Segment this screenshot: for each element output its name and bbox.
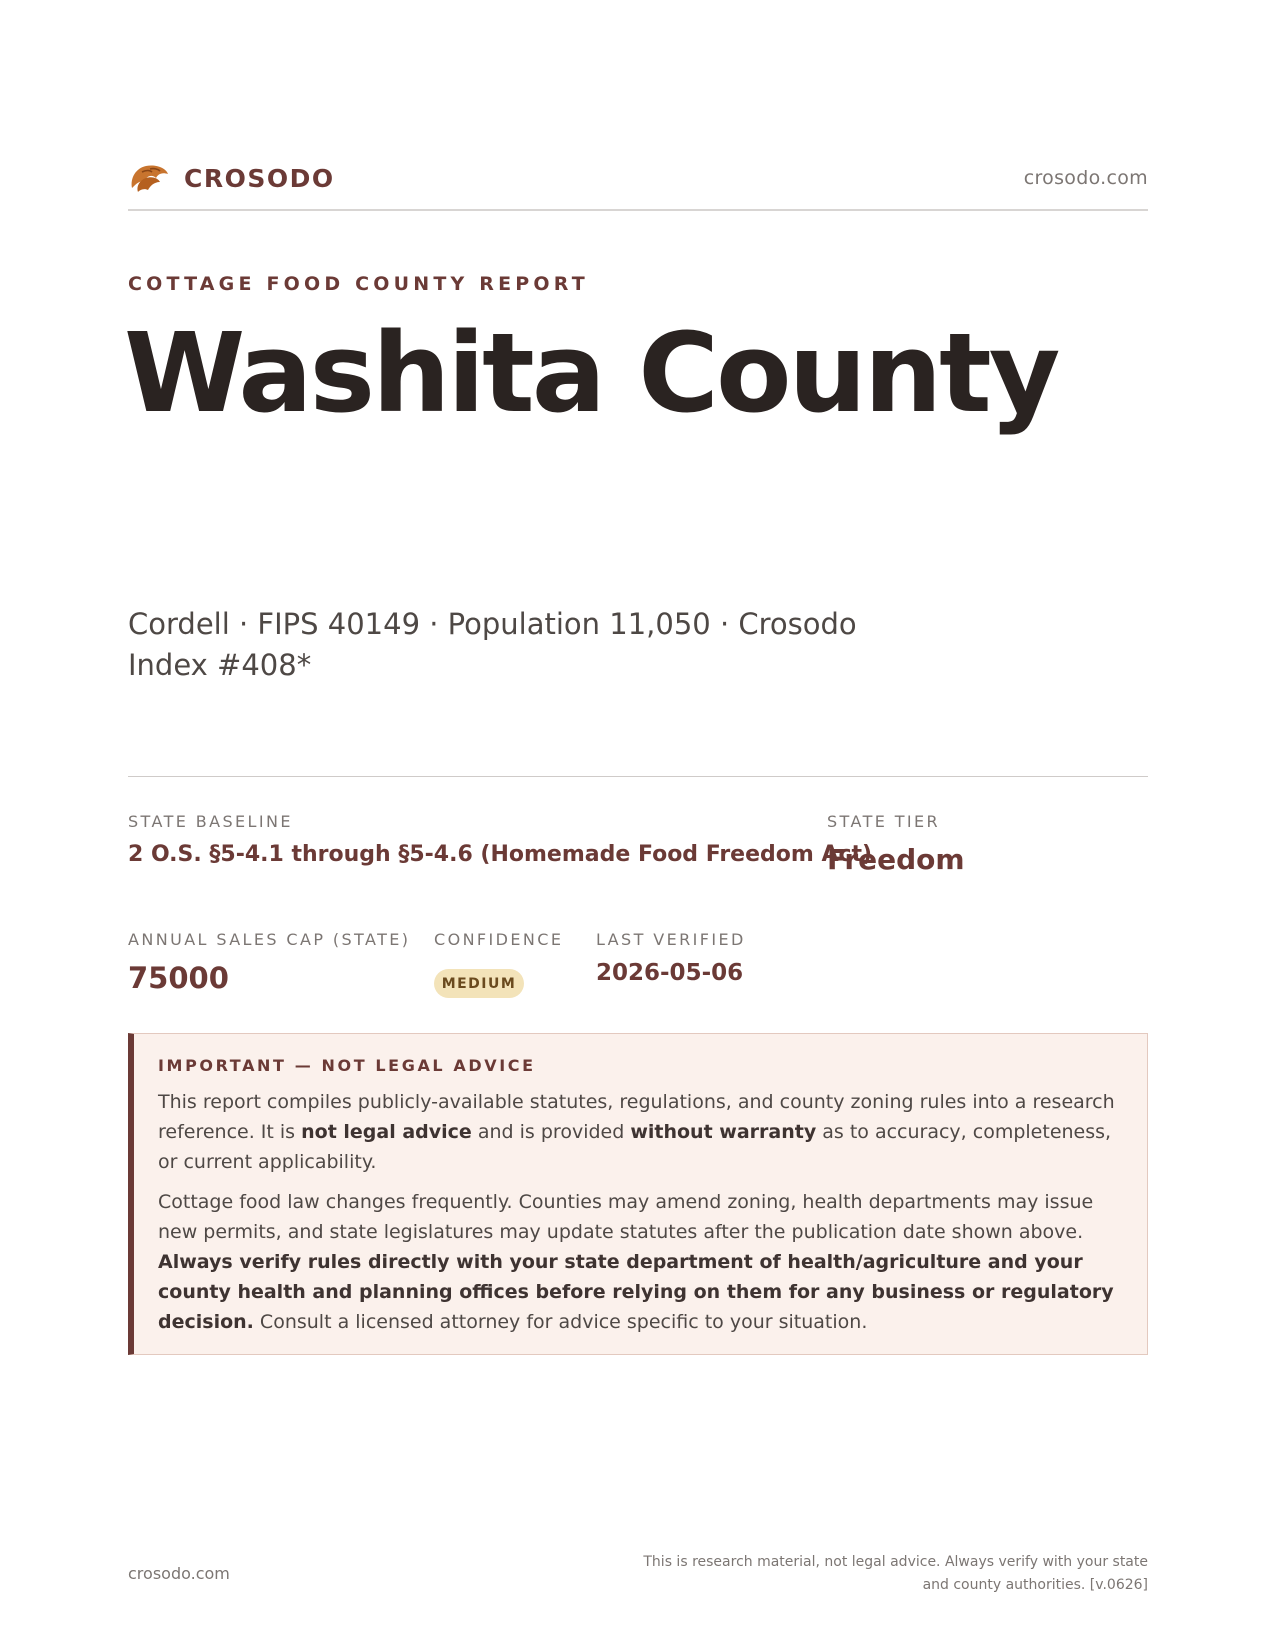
disclaimer-emphasis: without warranty [630, 1121, 817, 1143]
disclaimer-title: IMPORTANT — NOT LEGAL ADVICE [158, 1056, 536, 1075]
report-kicker: COTTAGE FOOD COUNTY REPORT [128, 273, 589, 295]
footer-disclaimer-line-2: and county authorities. [v.0626] [922, 1577, 1148, 1593]
disclaimer-text: and is provided [471, 1121, 631, 1143]
croissant-icon [128, 158, 170, 198]
report-page [124, 0, 1148, 1650]
sales-cap-label: ANNUAL SALES CAP (STATE) [128, 930, 411, 949]
last-verified-label: LAST VERIFIED [596, 930, 746, 949]
disclaimer-text: Consult a licensed attorney for advice specific to your situation. [253, 1311, 868, 1333]
header-divider [128, 209, 1148, 211]
disclaimer-paragraph-1 [158, 1087, 1127, 1177]
footer-disclaimer-line-1: This is research material, not legal advice. Always verify with your state [643, 1554, 1148, 1570]
state-tier-label: STATE TIER [827, 812, 941, 831]
legal-disclaimer [128, 1033, 1148, 1355]
page-header [128, 158, 1148, 202]
state-baseline-label: STATE BASELINE [128, 812, 293, 831]
disclaimer-text: Cottage food law changes frequently. Counties may amend zoning, health departments may issue new permits, and state legislatures may update statutes after the publication date shown above. [158, 1191, 1094, 1243]
confidence-badge: MEDIUM [434, 969, 524, 998]
disclaimer-paragraph-2 [158, 1187, 1127, 1337]
sales-cap-value: 75000 [128, 961, 229, 995]
disclaimer-text: as to accuracy, completeness, or current applicability. [158, 1121, 1112, 1173]
section-divider [128, 776, 1148, 777]
site-url[interactable]: crosodo.com [1023, 167, 1148, 189]
state-tier-value: Freedom [827, 843, 965, 876]
brand [128, 158, 335, 198]
county-meta: Cordell · FIPS 40149 · Population 11,050 · Crosodo Index #408* [128, 607, 857, 682]
state-baseline-value: 2 O.S. §5-4.1 through §5-4.6 (Homemade Food Freedom Act) [128, 842, 873, 867]
disclaimer-emphasis: Always verify rules directly with your state department of health/agriculture and your county health and planning offices before relying on them for any business or regulatory decision. [158, 1251, 1114, 1333]
page-title: Washita County [124, 309, 1058, 437]
footer-site-url[interactable]: crosodo.com [128, 1564, 230, 1583]
brand-name: CROSODO [184, 163, 335, 193]
footer-disclaimer [628, 1551, 1148, 1597]
confidence-label: CONFIDENCE [434, 930, 564, 949]
disclaimer-emphasis: not legal advice [301, 1121, 472, 1143]
last-verified-value: 2026-05-06 [596, 960, 744, 986]
disclaimer-text: This report compiles publicly-available statutes, regulations, and county zoning rules into a research reference. It is [158, 1091, 1115, 1143]
